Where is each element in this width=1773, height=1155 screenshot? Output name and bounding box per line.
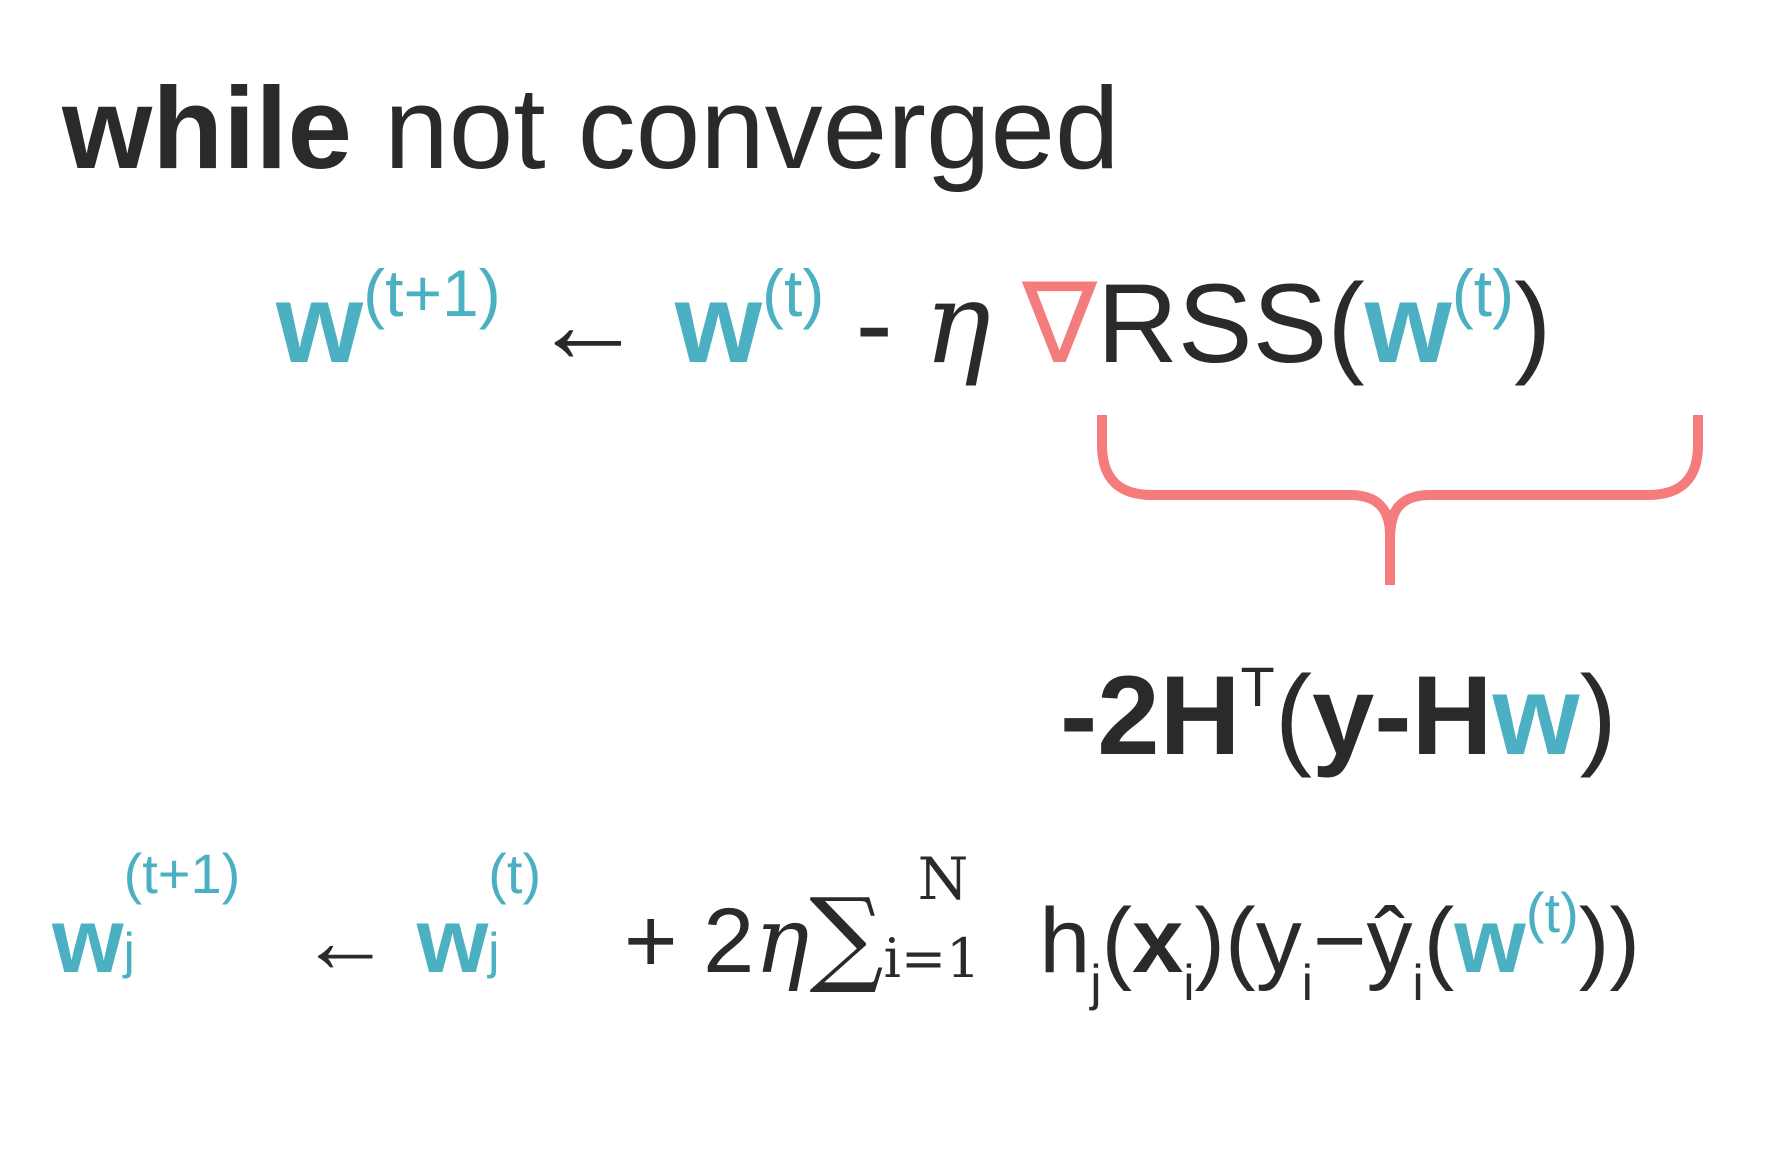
two-coefficient: 2 — [703, 890, 755, 992]
transpose-superscript: T — [1240, 655, 1275, 718]
wj-current-superscript: (t) — [488, 842, 542, 905]
wj-current: w — [416, 890, 489, 992]
close-paren: ) — [1579, 653, 1617, 778]
output-y-subscript: i — [1301, 955, 1313, 1011]
summation-limits — [883, 845, 1014, 990]
w-next-superscript: (t+1) — [363, 256, 501, 330]
closing-parens: )) — [1578, 890, 1640, 992]
w-open-paren: ( — [1423, 890, 1455, 992]
feature-h: h — [1039, 890, 1091, 992]
minus-sign: - — [1374, 653, 1412, 778]
wj-next-indices — [123, 842, 274, 979]
summation-symbol: ∑ — [809, 875, 884, 997]
while-keyword: while — [62, 63, 353, 193]
minus-two: -2 — [1060, 653, 1160, 778]
while-not-converged-heading — [62, 63, 1120, 193]
summation-lower-limit: i=1 — [883, 927, 981, 990]
eta-step-size: η — [754, 887, 810, 994]
gradient-expression — [1060, 653, 1617, 778]
rss-function: RSS( — [1097, 261, 1365, 386]
prediction-yhat-subscript: i — [1412, 955, 1424, 1011]
open-paren: ( — [1274, 653, 1312, 778]
feature-h-subscript: j — [1090, 955, 1102, 1011]
wj-next-subscript: j — [123, 923, 135, 979]
wj-next: w — [52, 890, 124, 992]
wj-current-subscript: j — [488, 923, 500, 979]
plus-sign: + — [623, 890, 678, 992]
gradient-underbrace — [1080, 410, 1720, 590]
matrix-h-second: H — [1411, 653, 1493, 778]
vector-update-equation — [276, 256, 1552, 389]
wj-next-superscript: (t+1) — [123, 842, 241, 905]
assign-arrow: ← — [531, 261, 644, 386]
rss-argument-w: w — [1364, 261, 1452, 386]
vector-w: w — [1492, 653, 1580, 778]
prediction-argument-superscript: (t) — [1525, 881, 1579, 944]
output-y: y — [1255, 890, 1302, 992]
input-x: x — [1132, 890, 1184, 992]
not-converged-text: not converged — [384, 63, 1120, 193]
wj-current-indices — [488, 842, 598, 979]
w-next: w — [276, 261, 364, 386]
x-open-paren: ( — [1101, 890, 1133, 992]
minus-sign: − — [1312, 890, 1367, 992]
matrix-h: H — [1159, 653, 1241, 778]
eta-step-size: η — [923, 259, 991, 389]
assign-arrow: ← — [299, 890, 392, 992]
prediction-yhat: ŷ — [1366, 890, 1413, 992]
w-current: w — [674, 261, 763, 386]
coordinate-update-equation — [52, 842, 1640, 1011]
summation-upper-limit: N — [917, 845, 969, 913]
nabla-gradient-symbol: ∇ — [1022, 261, 1098, 386]
minus-sign: - — [855, 261, 893, 386]
rss-close-paren: ) — [1514, 261, 1552, 386]
rss-argument-superscript: (t) — [1451, 256, 1515, 330]
x-close-paren: )( — [1194, 890, 1256, 992]
input-x-subscript: i — [1183, 955, 1195, 1011]
vector-y: y — [1312, 653, 1375, 778]
w-current-superscript: (t) — [762, 256, 825, 330]
prediction-argument-w: w — [1454, 890, 1526, 992]
